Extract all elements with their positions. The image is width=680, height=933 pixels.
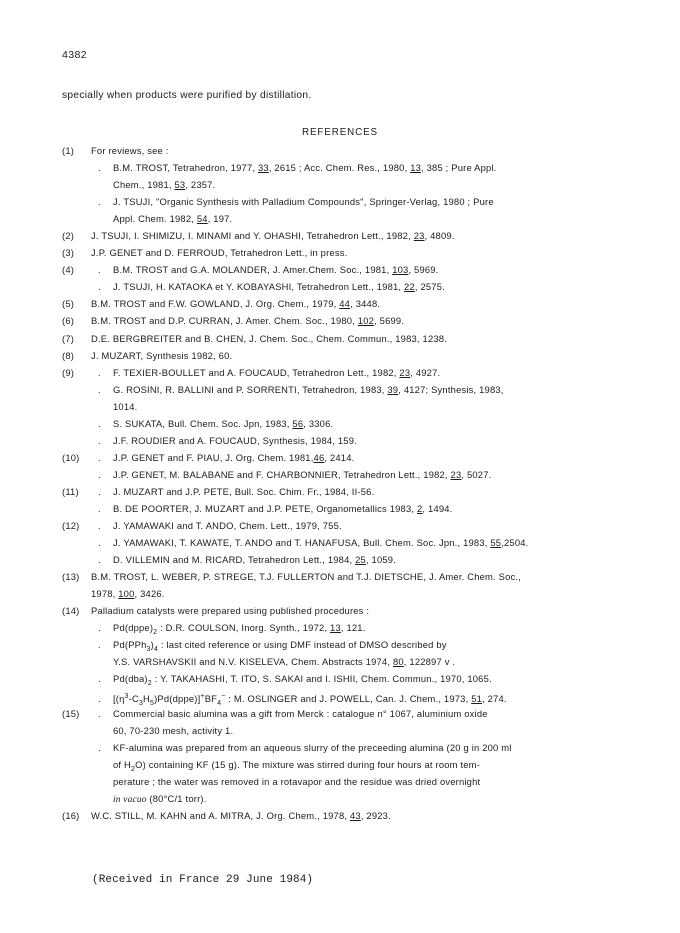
ref-11 [62, 483, 662, 500]
bullet: . [98, 383, 101, 395]
ref-text: , 2923. [360, 809, 391, 821]
ref-4 [62, 261, 662, 278]
ref-12 [62, 517, 662, 534]
ref-3 [62, 244, 662, 261]
page-number: 4382 [62, 49, 87, 61]
ref-continuation [62, 585, 662, 602]
ref-text: J.F. ROUDIER and A. FOUCAUD, Synthesis, 1984, 159. [113, 434, 357, 446]
ref-text: J. MUZART, Synthesis 1982, 60. [91, 349, 233, 361]
ref-14-item [62, 688, 662, 705]
volume: 54 [196, 213, 208, 225]
ref-text: J. YAMAWAKI, T. KAWATE, T. ANDO and T. HANAFUSA, Bull. Chem. Soc. Jpn., 1983, [113, 537, 491, 549]
volume: 102 [357, 315, 375, 327]
ref-12-item [62, 551, 662, 568]
ref-9-item [62, 381, 662, 398]
ref-number: (6) [62, 315, 75, 327]
ref-text: , 2615 ; Acc. Chem. Res., 1980, [268, 162, 411, 174]
bullet: . [98, 673, 101, 685]
ref-number: (10) [62, 451, 80, 463]
ref-text: -C [128, 692, 139, 704]
ref-text: J.P. GENET and F. PIAU, J. Org. Chem. 1981, [113, 451, 314, 463]
ref-text: of H [113, 758, 131, 770]
bullet: . [98, 366, 101, 378]
subscript: 2 [153, 629, 158, 637]
ref-text: B.M. TROST and D.P. CURRAN, J. Amer. Chem. Soc., 1980, [91, 315, 358, 327]
ref-12-item [62, 534, 662, 551]
ref-number: (4) [62, 264, 75, 276]
ref-text: : D.R. COULSON, Inorg. Synth., 1972, [157, 622, 331, 634]
volume: 23 [399, 366, 411, 378]
ref-text: [(η [113, 692, 125, 704]
bullet: . [98, 417, 101, 429]
ref-number: (5) [62, 298, 75, 310]
ref-text: G. ROSINI, R. BALLINI and P. SORRENTI, Tetrahedron, 1983, [113, 383, 388, 395]
ref-text: (80°C/1 torr). [146, 792, 207, 804]
ref-1-item [62, 193, 662, 210]
ref-text: Palladium catalysts were prepared using published procedures : [91, 605, 370, 617]
volume: 23 [413, 230, 425, 242]
ref-2 [62, 227, 662, 244]
ref-text: 1014. [113, 400, 138, 412]
ref-text: B.M. TROST, L. WEBER, P. STREGE, T.J. FULLERTON and T.J. DIETSCHE, J. Amer. Chem. Soc., [91, 571, 522, 583]
ref-text: , 2575. [414, 281, 445, 293]
ref-14 [62, 602, 662, 619]
ref-13 [62, 568, 662, 585]
ref-7 [62, 330, 662, 347]
ref-text: , 197. [207, 213, 233, 225]
references-heading: REFERENCES [302, 127, 378, 138]
bullet: . [98, 692, 101, 704]
volume: 80 [392, 656, 404, 668]
ref-text: , 1494. [422, 502, 453, 514]
ref-number: (16) [62, 809, 80, 821]
ref-continuation [62, 773, 662, 790]
ref-text: , 2357. [185, 179, 216, 191]
bullet: . [98, 162, 101, 174]
ref-text: W.C. STILL, M. KAHN and A. MITRA, J. Org. Chem., 1978, [91, 809, 350, 821]
ref-15 [62, 705, 662, 722]
ref-number: (15) [62, 707, 80, 719]
ref-text: 1978, [91, 588, 119, 600]
ref-9-item [62, 415, 662, 432]
ref-text: Y.S. VARSHAVSKII and N.V. KISELEVA, Chem. Abstracts 1974, [113, 656, 393, 668]
ref-text: , 4127; Synthesis, 1983, [398, 383, 504, 395]
ref-6 [62, 312, 662, 329]
bullet: . [98, 485, 101, 497]
ref-text: , 3306. [303, 417, 334, 429]
ref-text: , 3426. [134, 588, 165, 600]
ref-number: (2) [62, 230, 75, 242]
ref-text: For reviews, see : [91, 145, 169, 156]
ref-10-item [62, 466, 662, 483]
ref-number: (1) [62, 145, 75, 156]
volume: 46 [313, 451, 325, 463]
volume: 51 [471, 692, 483, 704]
ref-text: : Y. TAKAHASHI, T. ITO, S. SAKAI and I. ISHII, Chem. Commun., 1970, 1065. [151, 673, 492, 685]
ref-text: : M. OSLINGER and J. POWELL, Can. J. Chem., 1973, [225, 692, 472, 704]
volume: 22 [404, 281, 415, 293]
volume: 44 [339, 298, 351, 310]
bullet: . [98, 281, 101, 293]
ref-text: , 5027. [461, 468, 492, 480]
volume: 100 [118, 588, 135, 600]
subscript: 5 [150, 699, 155, 707]
ref-text: , 2414. [324, 451, 355, 463]
ref-text: ) [150, 639, 154, 651]
ref-text: J. MUZART and J.P. PETE, Bull. Soc. Chim. Fr., 1984, II-56. [113, 485, 375, 497]
ref-16 [62, 807, 662, 824]
ref-11-item [62, 500, 662, 517]
bullet: . [98, 468, 101, 480]
ref-text: Pd(dppe) [113, 622, 154, 634]
ref-14-item [62, 636, 662, 653]
ref-number: (14) [62, 605, 80, 617]
volume: 55 [490, 537, 502, 549]
ref-10 [62, 449, 662, 466]
ref-text: F. TEXIER-BOULLET and A. FOUCAUD, Tetrahedron Lett., 1982, [113, 366, 400, 378]
bullet: . [98, 622, 101, 634]
volume: 23 [450, 468, 462, 480]
ref-text: S. SUKATA, Bull. Chem. Soc. Jpn, 1983, [113, 417, 293, 429]
volume: 43 [350, 809, 361, 821]
ref-text: J. TSUJI, H. KATAOKA et Y. KOBAYASHI, Tetrahedron Lett., 1981, [113, 281, 405, 293]
subscript: 3 [138, 699, 144, 707]
ref-1 [62, 142, 662, 159]
volume: 25 [355, 554, 366, 566]
subscript: 3 [146, 646, 151, 654]
ref-text: J. YAMAWAKI and T. ANDO, Chem. Lett., 1979, 755. [113, 520, 342, 532]
volume: 2 [417, 502, 423, 514]
superscript: 3 [124, 692, 129, 700]
volume: 103 [392, 264, 409, 276]
ref-continuation [62, 176, 662, 193]
ref-text: J.P. GENET and D. FERROUD, Tetrahedron Lett., in press. [91, 247, 348, 259]
ref-text: , 4927. [410, 366, 441, 378]
ref-text: J.P. GENET, M. BALABANE and F. CHARBONNIER, Tetrahedron Lett., 1982, [113, 468, 451, 480]
ref-text: Pd(PPh [113, 639, 147, 651]
ref-text: B.M. TROST, Tetrahedron, 1977, [113, 162, 258, 174]
ref-text: , 274. [482, 692, 507, 704]
ref-text: Commercial basic alumina was a gift from Merck : catalogue n° 1067, aluminium oxide [113, 707, 488, 719]
volume: 39 [387, 383, 399, 395]
ref-continuation [62, 210, 662, 227]
ref-text: )Pd(dppe)] [154, 692, 201, 704]
ref-text: , 5699. [374, 315, 405, 327]
ref-1-item [62, 159, 662, 176]
subscript: 4 [153, 646, 159, 654]
ref-text: H [143, 692, 151, 704]
ref-text: , 121. [340, 622, 366, 634]
ref-number: (7) [62, 332, 75, 344]
ref-text: B.M. TROST and F.W. GOWLAND, J. Org. Chem., 1979, [91, 298, 340, 310]
ref-number: (13) [62, 571, 80, 583]
italic-text: in vacuo [113, 794, 147, 805]
bullet: . [98, 537, 101, 549]
ref-text: , 122897 v . [403, 656, 456, 668]
volume: 53 [174, 179, 186, 191]
ref-14-item [62, 670, 662, 687]
ref-4-item [62, 278, 662, 295]
ref-text: J. TSUJI, I. SHIMIZU, I. MINAMI and Y. OHASHI, Tetrahedron Lett., 1982, [91, 230, 414, 242]
ref-text: , 1059. [365, 554, 397, 566]
intro-text: specially when products were purified by distillation. [62, 90, 312, 101]
ref-continuation [62, 722, 662, 739]
ref-text: ,2504. [501, 537, 529, 549]
bullet: . [98, 707, 101, 719]
ref-number: (8) [62, 349, 75, 361]
ref-text: Chem., 1981, [113, 179, 175, 191]
ref-number: (11) [62, 485, 79, 497]
volume: 56 [292, 417, 304, 429]
bullet: . [98, 264, 101, 276]
bullet: . [98, 196, 101, 208]
ref-text: : last cited reference or using DMF instead of DMSO described by [158, 639, 447, 651]
ref-text: B.M. TROST and G.A. MOLANDER, J. Amer.Chem. Soc., 1981, [113, 264, 393, 276]
ref-text: , 385 ; Pure Appl. [421, 162, 497, 174]
ref-continuation [62, 790, 662, 807]
bullet: . [98, 434, 101, 446]
superscript: − [221, 692, 226, 700]
volume: 13 [410, 162, 422, 174]
bullet: . [98, 502, 101, 514]
ref-text: 60, 70-230 mesh, activity 1. [113, 724, 234, 736]
ref-15-item [62, 739, 662, 756]
subscript: 4 [217, 699, 222, 707]
ref-text: , 4809. [424, 230, 455, 242]
bullet: . [98, 520, 101, 532]
ref-text: Pd(dba) [113, 673, 148, 685]
ref-text: KF-alumina was prepared from an aqueous slurry of the preceeding alumina (20 g in 200 ml [113, 741, 512, 753]
ref-14-item [62, 619, 662, 636]
ref-number: (9) [62, 366, 75, 378]
ref-8 [62, 347, 662, 364]
reference-list [62, 142, 662, 824]
volume: 33 [257, 162, 269, 174]
ref-text: , 3448. [350, 298, 381, 310]
ref-text: D.E. BERGBREITER and B. CHEN, J. Chem. Soc., Chem. Commun., 1983, 1238. [91, 332, 447, 344]
superscript: + [200, 692, 205, 700]
ref-text: Appl. Chem. 1982, [113, 213, 197, 225]
ref-text: , 5969. [408, 264, 439, 276]
ref-5 [62, 295, 662, 312]
ref-continuation [62, 756, 662, 773]
ref-text: J. TSUJI, "Organic Synthesis with Palladium Compounds", Springer-Verlag, 1980 ; Pure [113, 196, 494, 208]
ref-continuation [62, 398, 662, 415]
ref-text: BF [204, 692, 218, 704]
ref-continuation [62, 653, 662, 670]
bullet: . [98, 639, 101, 651]
ref-text: B. DE POORTER, J. MUZART and J.P. PETE, Organometallics 1983, [113, 502, 417, 514]
ref-9 [62, 364, 662, 381]
ref-text: perature ; the water was removed in a rotavapor and the residue was dried overnight [113, 775, 481, 787]
volume: 13 [330, 622, 341, 634]
bullet: . [98, 451, 101, 463]
subscript: 2 [147, 680, 152, 688]
ref-text: D. VILLEMIN and M. RICARD, Tetrahedron Lett., 1984, [113, 554, 356, 566]
ref-number: (12) [62, 520, 80, 532]
subscript: 2 [131, 765, 136, 773]
ref-text: O) containing KF (15 g). The mixture was stirred during four hours at room tem- [135, 758, 481, 770]
ref-9-item [62, 432, 662, 449]
received-note: (Received in France 29 June 1984) [92, 874, 314, 886]
bullet: . [98, 554, 101, 566]
bullet: . [98, 741, 101, 753]
ref-number: (3) [62, 247, 75, 259]
